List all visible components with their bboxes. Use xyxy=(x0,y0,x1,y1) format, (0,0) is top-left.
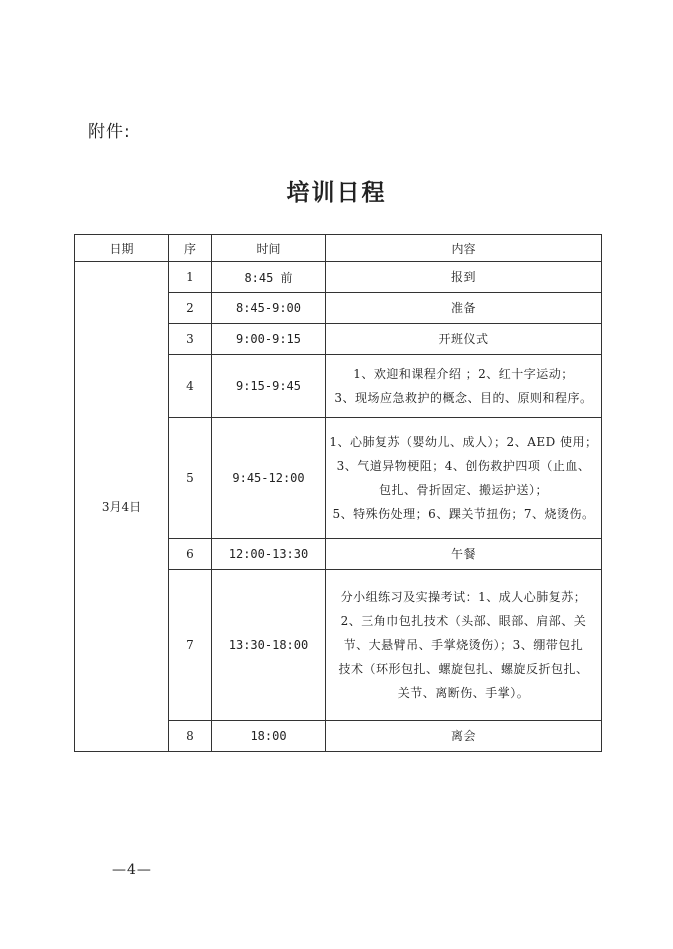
header-time: 时间 xyxy=(212,235,326,262)
document-title: 培训日程 xyxy=(286,180,387,206)
seq-cell: 2 xyxy=(169,293,212,324)
time-cell: 18:00 xyxy=(212,721,326,752)
seq-cell: 4 xyxy=(169,355,212,418)
content-line: 准备 xyxy=(450,301,476,315)
content-cell xyxy=(326,539,602,570)
header-seq: 序 xyxy=(169,235,212,262)
content-line: 技术（环形包扎、螺旋包扎、螺旋反折包扎、 xyxy=(338,662,589,676)
seq-cell: 5 xyxy=(169,418,212,539)
seq-cell: 8 xyxy=(169,721,212,752)
seq-cell: 1 xyxy=(169,262,212,293)
content-line: 节、大悬臂吊、手掌烧烫伤）；3、绷带包扎 xyxy=(343,638,584,652)
table-header-row xyxy=(75,235,602,262)
header-content: 内容 xyxy=(326,235,602,262)
content-cell xyxy=(326,570,602,721)
content-line: 1、心肺复苏（婴幼儿、成人）；2、AED 使用； xyxy=(329,435,598,449)
content-line: 3、现场应急救护的概念、目的、原则和程序。 xyxy=(334,391,593,405)
content-cell xyxy=(326,721,602,752)
content-line: 报到 xyxy=(450,270,476,284)
content-cell xyxy=(326,324,602,355)
time-cell: 8:45 前 xyxy=(212,262,326,293)
content-line: 1、欢迎和课程介绍 ；2、红十字运动； xyxy=(353,367,574,381)
content-cell xyxy=(326,293,602,324)
table-row xyxy=(75,262,602,293)
content-line: 关节、离断伤、手掌）。 xyxy=(397,686,530,700)
seq-cell: 6 xyxy=(169,539,212,570)
time-cell: 13:30-18:00 xyxy=(212,570,326,721)
page-number: —4— xyxy=(112,862,152,878)
schedule-table xyxy=(74,234,602,752)
content-cell xyxy=(326,418,602,539)
content-line: 午餐 xyxy=(450,547,476,561)
time-cell: 9:00-9:15 xyxy=(212,324,326,355)
content-line: 3、气道异物梗阻；4、创伤救护四项（止血、 xyxy=(336,459,591,473)
time-cell: 9:45-12:00 xyxy=(212,418,326,539)
time-cell: 9:15-9:45 xyxy=(212,355,326,418)
content-line: 离会 xyxy=(450,729,476,743)
content-line: 包扎、骨折固定、搬运护送）； xyxy=(378,483,548,497)
content-line: 分小组练习及实操考试：1、成人心肺复苏； xyxy=(340,590,587,604)
content-cell xyxy=(326,355,602,418)
content-line: 2、三角巾包扎技术（头部、眼部、肩部、关 xyxy=(340,614,587,628)
seq-cell: 7 xyxy=(169,570,212,721)
seq-cell: 3 xyxy=(169,324,212,355)
time-cell: 12:00-13:30 xyxy=(212,539,326,570)
attachment-label: 附件: xyxy=(88,122,131,142)
content-line: 5、特殊伤处理；6、踝关节扭伤；7、烧烫伤。 xyxy=(332,507,595,521)
content-cell xyxy=(326,262,602,293)
content-line: 开班仪式 xyxy=(438,332,489,346)
date-cell: 3月4日 xyxy=(75,262,169,752)
header-date: 日期 xyxy=(75,235,169,262)
time-cell: 8:45-9:00 xyxy=(212,293,326,324)
